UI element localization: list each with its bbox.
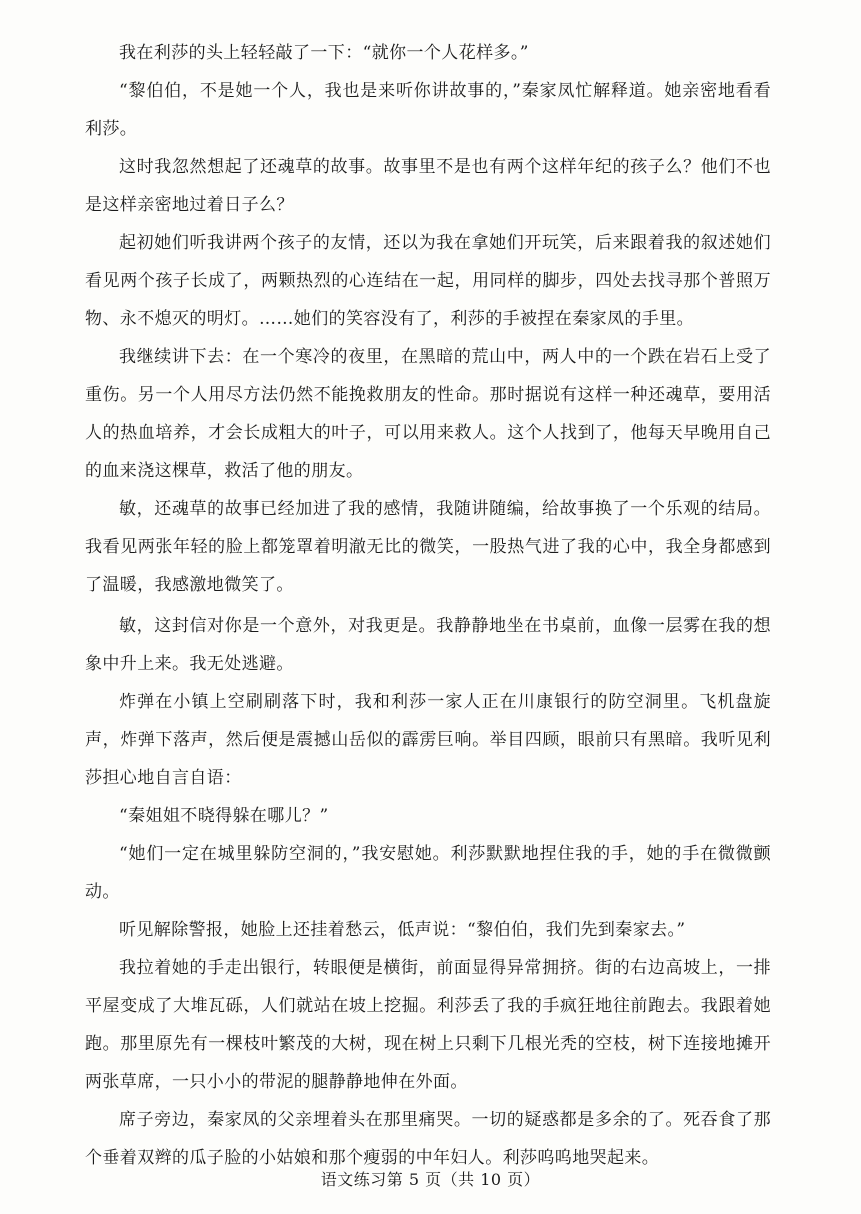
paragraph: 这时我忽然想起了还魂草的故事。故事里不是也有两个这样年纪的孩子么？他们不也是这样亲密地过着日子么？ [85, 157, 771, 215]
paragraph: “她们一定在城里躲防空洞的，”我安慰她。利莎默默地捏住我的手，她的手在微微颤动。 [85, 844, 771, 902]
paragraph: 炸弹在小镇上空刷刷落下时，我和利莎一家人正在川康银行的防空洞里。飞机盘旋声，炸弹下落声，然后便是震撼山岳似的霹雳巨响。举目四顾，眼前只有黑暗。我听见利莎担心地自言自语： [85, 692, 771, 788]
paragraph: “黎伯伯，不是她一个人，我也是来听你讲故事的，”秦家凤忙解释道。她亲密地看看利莎。 [85, 81, 771, 139]
paragraph: 我继续讲下去：在一个寒冷的夜里，在黑暗的荒山中，两人中的一个跌在岩石上受了重伤。另一个人用尽方法仍然不能挽救朋友的性命。那时据说有这样一种还魂草，要用活人的热血培养，才会长成粗大的叶子，可以用来救人。这个人找到了，他每天早晚用自己的血来浇这棵草，救活了他的朋友。 [85, 347, 771, 481]
paragraph: 我拉着她的手走出银行，转眼便是横街，前面显得异常拥挤。街的右边高坡上，一排平屋变成了大堆瓦砾，人们就站在坡上挖掘。利莎丢了我的手疯狂地往前跑去。我跟着她跑。那里原先有一棵枝叶繁茂的大树，现在树上只剩下几根光秃的空枝，树下连接地摊开两张草席，一只小小的带泥的腿静静地伸在外面。 [85, 958, 771, 1092]
paragraph: “秦姐姐不晓得躲在哪儿？” [119, 806, 329, 826]
paragraph: 听见解除警报，她脸上还挂着愁云，低声说：“黎伯伯，我们先到秦家去。” [119, 920, 686, 940]
paragraph: 敏，这封信对你是一个意外，对我更是。我静静地坐在书桌前，血像一层雾在我的想象中升上来。我无处逃避。 [85, 616, 771, 674]
paragraph: 敏，还魂草的故事已经加进了我的感情，我随讲随编，给故事换了一个乐观的结局。我看见两张年轻的脸上都笼罩着明澈无比的微笑，一股热气进了我的心中，我全身都感到了温暖，我感激地微笑了。 [85, 499, 771, 595]
paragraph: 起初她们听我讲两个孩子的友情，还以为我在拿她们开玩笑，后来跟着我的叙述她们看见两个孩子长成了，两颗热烈的心连结在一起，用同样的脚步，四处去找寻那个普照万物、永不熄灭的明灯。……她们的笑容没有了，利莎的手被捏在秦家凤的手里。 [85, 233, 771, 329]
paragraph: 我在利莎的头上轻轻敲了一下：“就你一个人花样多。” [119, 43, 529, 63]
paragraph: 席子旁边，秦家凤的父亲埋着头在那里痛哭。一切的疑惑都是多余的了。死吞食了那个垂着双辫的瓜子脸的小姑娘和那个瘦弱的中年妇人。利莎呜呜地哭起来。 [85, 1110, 771, 1168]
story-section-2 [85, 607, 771, 1177]
page-footer: 语文练习第 5 页（共 10 页） [320, 1170, 541, 1189]
story-section-1 [85, 34, 771, 604]
